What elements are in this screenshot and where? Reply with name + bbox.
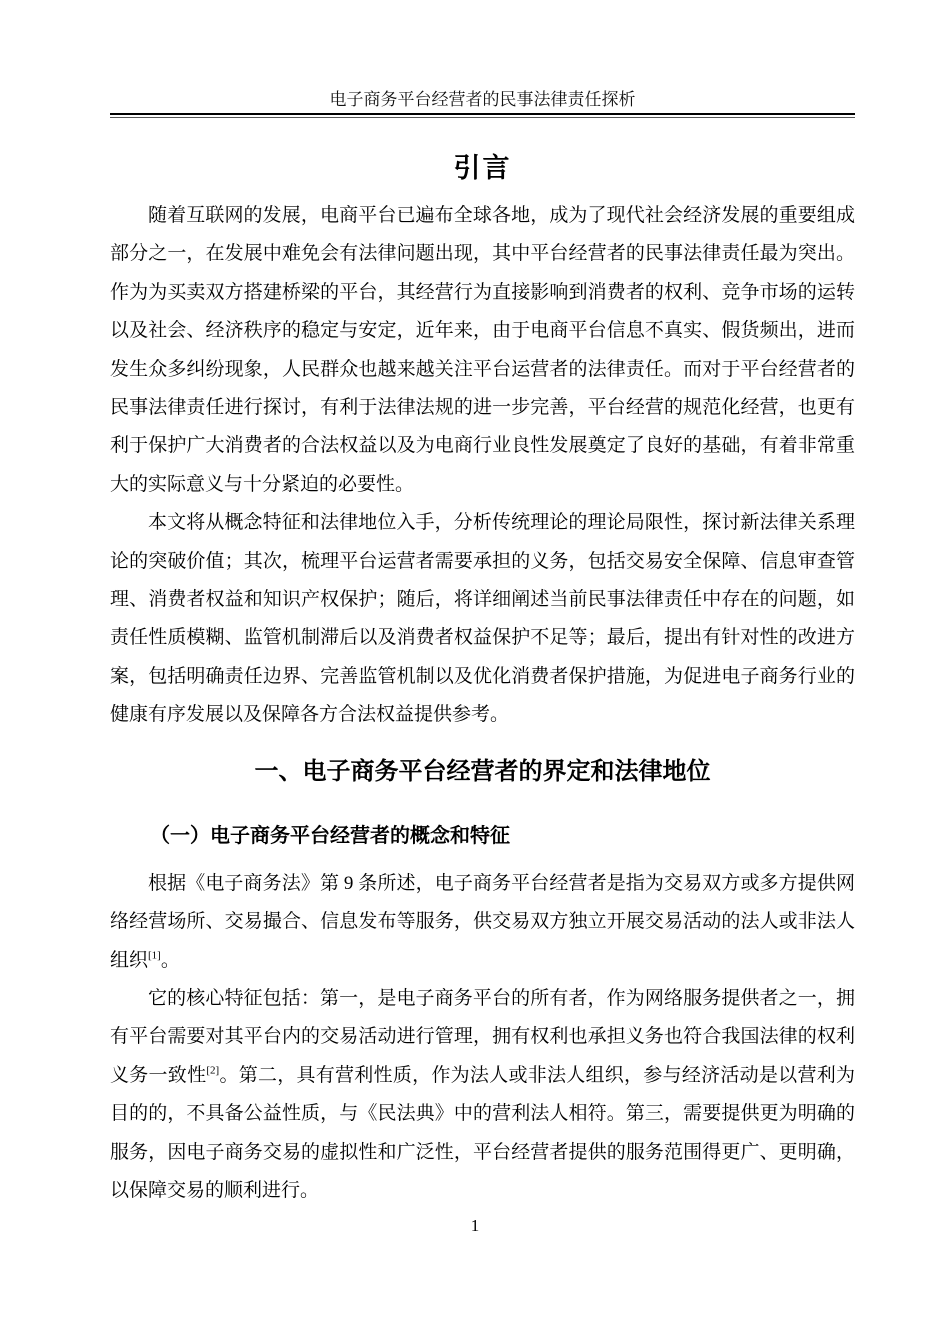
running-header-title: 电子商务平台经营者的民事法律责任探析 xyxy=(329,90,636,109)
text-run: 本文将从概念特征和法律地位入手，分析传统理论的理论局限性，探讨新法律关系理论的突破价值；其次，梳理平台运营者需要承担的义务，包括交易安全保障、信息审查管理、消费者权益和知识产权保护；随后，将详细阐述当前民事法律责任中存在的问题，如责任性质模糊、监管机制滞后以及消费者权益保护不足等；最后，提出有针对性的改进方案，包括明确责任边界、完善监管机制以及优化消费者保护措施，为促进电子商务行业的健康有序发展以及保障各方合法权益提供参考。 xyxy=(110,512,855,726)
page-footer xyxy=(0,1216,950,1236)
section-1-heading: 一、电子商务平台经营者的界定和法律地位 xyxy=(254,757,711,785)
text-run: 根据《电子商务法》第 9 条所述，电子商务平台经营者是指为交易双方或多方提供网络经营场所、交易撮合、信息发布等服务，供交易双方独立开展交易活动的法人或非法人组织 xyxy=(110,872,855,971)
page-number: 1 xyxy=(470,1216,480,1235)
text-run: 。 xyxy=(160,949,180,971)
footnote-ref: [1] xyxy=(148,949,161,962)
text-run: 。第二，具有营利性质，作为法人或非法人组织，参与经济活动是以营利为目的的，不具备公益性质，与《民法典》中的营利法人相符。第三，需要提供更为明确的服务，因电子商务交易的虚拟性和广泛性，平台经营者提供的服务范围得更广、更明确，以保障交易的顺利进行。 xyxy=(110,1064,855,1201)
body-paragraph-2 xyxy=(110,980,855,1210)
header-rule-thick xyxy=(110,113,855,115)
intro-title: 引言 xyxy=(453,153,512,183)
document-body xyxy=(110,151,855,1210)
subsection-1-1-heading: （一）电子商务平台经营者的概念和特征 xyxy=(150,824,510,847)
text-run: 它的核心特征包括：第一，是电子商务平台的所有者，作为网络服务提供者之一，拥有平台需要对其平台内的交易活动进行管理，拥有权利也承担义务也符合我国法律的权利义务一致性 xyxy=(110,987,855,1086)
text-run: 随着互联网的发展，电商平台已遍布全球各地，成为了现代社会经济发展的重要组成部分之一，在发展中难免会有法律问题出现，其中平台经营者的民事法律责任最为突出。作为为买卖双方搭建桥梁的平台，其经营行为直接影响到消费者的权利、竞争市场的运转以及社会、经济秩序的稳定与安定，近年来，由于电商平台信息不真实、假货频出，进而发生众多纠纷现象，人民群众也越来越关注平台运营者的法律责任。而对于平台经营者的民事法律责任进行探讨，有利于法律法规的进一步完善，平台经营的规范化经营，也更有利于保护广大消费者的合法权益以及为电商行业良性发展奠定了良好的基础，有着非常重大的实际意义与十分紧迫的必要性。 xyxy=(110,205,855,495)
running-header xyxy=(110,0,855,118)
intro-paragraph-1 xyxy=(110,197,855,504)
body-paragraph-1 xyxy=(110,865,855,980)
header-rule-thin xyxy=(110,117,855,118)
footnote-ref: [2] xyxy=(206,1064,220,1077)
intro-paragraph-2 xyxy=(110,504,855,734)
